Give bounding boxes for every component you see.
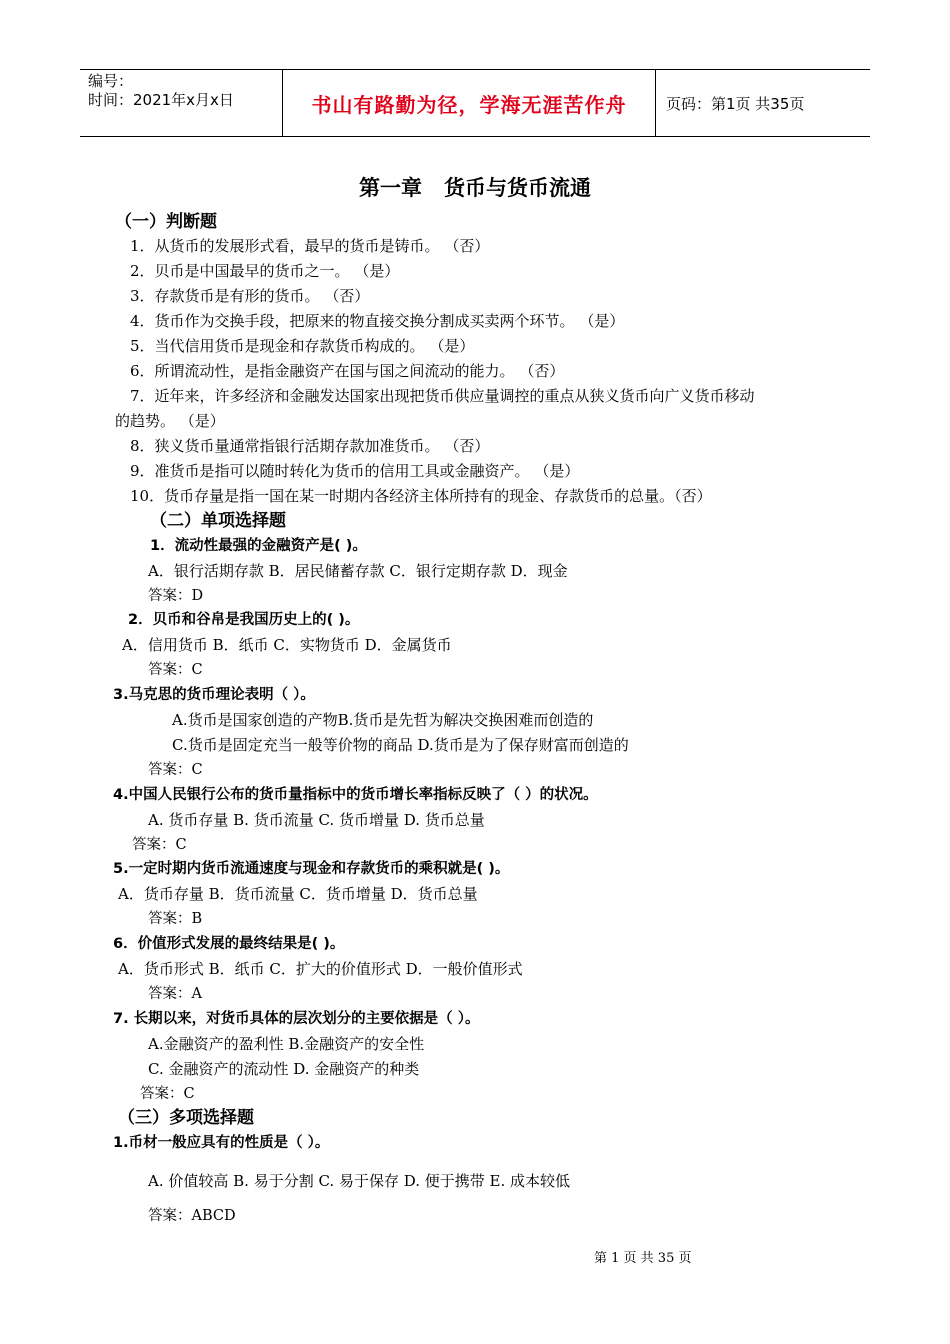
question-stem: 7. 长期以来，对货币具体的层次划分的主要依据是（ ）。 (113, 1011, 480, 1027)
question-answer: 答案：D (148, 588, 204, 604)
judge-item: 7．近年来，许多经济和金融发达国家出现把货币供应量调控的重点从狭义货币向广义货币移动 (130, 387, 755, 405)
question-options: C.货币是固定充当一般等价物的商品 D.货币是为了保存财富而创造的 (172, 736, 629, 754)
question-options: A．货币存量 B．货币流量 C．货币增量 D．货币总量 (118, 885, 478, 903)
question-options: A．货币形式 B．纸币 C．扩大的价值形式 D．一般价值形式 (118, 960, 523, 978)
question-options: A.货币是国家创造的产物B.货币是先哲为解决交换困难而创造的 (172, 711, 594, 729)
question-options: C. 金融资产的流动性 D. 金融资产的种类 (148, 1060, 420, 1078)
chapter-number: 第一章 (359, 176, 422, 200)
question-answer: 答案：C (148, 662, 203, 678)
question-options: A. 价值较高 B. 易于分割 C. 易于保存 D. 便于携带 E. 成本较低 (148, 1172, 570, 1190)
question-answer: 答案：C (132, 837, 187, 853)
question-options: A.金融资产的盈利性 B.金融资产的安全性 (148, 1035, 425, 1053)
document-code-label: 编号： (88, 72, 134, 90)
judge-item: 2．贝币是中国最早的货币之一。 （是） (130, 262, 400, 280)
question-options: A．信用货币 B．纸币 C．实物货币 D．金属货币 (122, 636, 452, 654)
question-stem: 5.一定时期内货币流通速度与现金和存款货币的乘积就是( )。 (113, 861, 510, 877)
chapter-name: 货币与货币流通 (444, 176, 591, 200)
section-heading-judge: （一）判断题 (115, 212, 217, 232)
question-answer: 答案：C (148, 762, 203, 778)
question-options: A. 货币存量 B. 货币流量 C. 货币增量 D. 货币总量 (148, 811, 485, 829)
header-motto: 书山有路勤为径，学海无涯苦作舟 (282, 70, 656, 136)
section-heading-single: （二）单项选择题 (150, 511, 286, 531)
judge-item: 1．从货币的发展形式看，最早的货币是铸币。 （否） (130, 237, 490, 255)
judge-item: 8．狭义货币量通常指银行活期存款加准货币。 （否） (130, 437, 490, 455)
question-stem: 2．贝币和谷帛是我国历史上的( )。 (128, 612, 360, 628)
judge-item: 6．所谓流动性，是指金融资产在国与国之间流动的能力。 （否） (130, 362, 565, 380)
question-options: A．银行活期存款 B．居民储蓄存款 C．银行定期存款 D．现金 (148, 562, 568, 580)
judge-item: 3．存款货币是有形的货币。 （否） (130, 287, 370, 305)
judge-item: 5．当代信用货币是现金和存款货币构成的。 （是） (130, 337, 475, 355)
section-heading-multi: （三）多项选择题 (118, 1108, 254, 1128)
question-stem: 1.币材一般应具有的性质是（ ）。 (113, 1135, 330, 1151)
judge-item: 9．准货币是指可以随时转化为货币的信用工具或金融资产。 （是） (130, 462, 580, 480)
question-answer: 答案：C (140, 1086, 195, 1102)
question-answer: 答案：B (148, 911, 203, 927)
question-stem: 1．流动性最强的金融资产是( )。 (150, 538, 367, 554)
document-date: 时间：2021年x月x日 (88, 91, 234, 109)
judge-item: 10．货币存量是指一国在某一时期内各经济主体所持有的现金、存款货币的总量。（否） (130, 487, 712, 505)
page-footer: 第 1 页 共 35 页 (594, 1251, 692, 1266)
question-stem: 6．价值形式发展的最终结果是( )。 (113, 936, 345, 952)
judge-item: 4．货币作为交换手段，把原来的物直接交换分割成买卖两个环节。 （是） (130, 312, 625, 330)
question-stem: 4.中国人民银行公布的货币量指标中的货币增长率指标反映了（ ）的状况。 (113, 787, 598, 803)
header-page-info: 页码：第1页 共35页 (666, 94, 805, 113)
judge-item-continuation: 的趋势。 （是） (115, 412, 225, 430)
chapter-title (0, 172, 950, 202)
question-answer: 答案：ABCD (148, 1208, 236, 1224)
header-meta (80, 70, 282, 136)
page-header (80, 69, 870, 137)
question-stem: 3.马克思的货币理论表明（ ）。 (113, 687, 315, 703)
question-answer: 答案：A (148, 986, 202, 1002)
